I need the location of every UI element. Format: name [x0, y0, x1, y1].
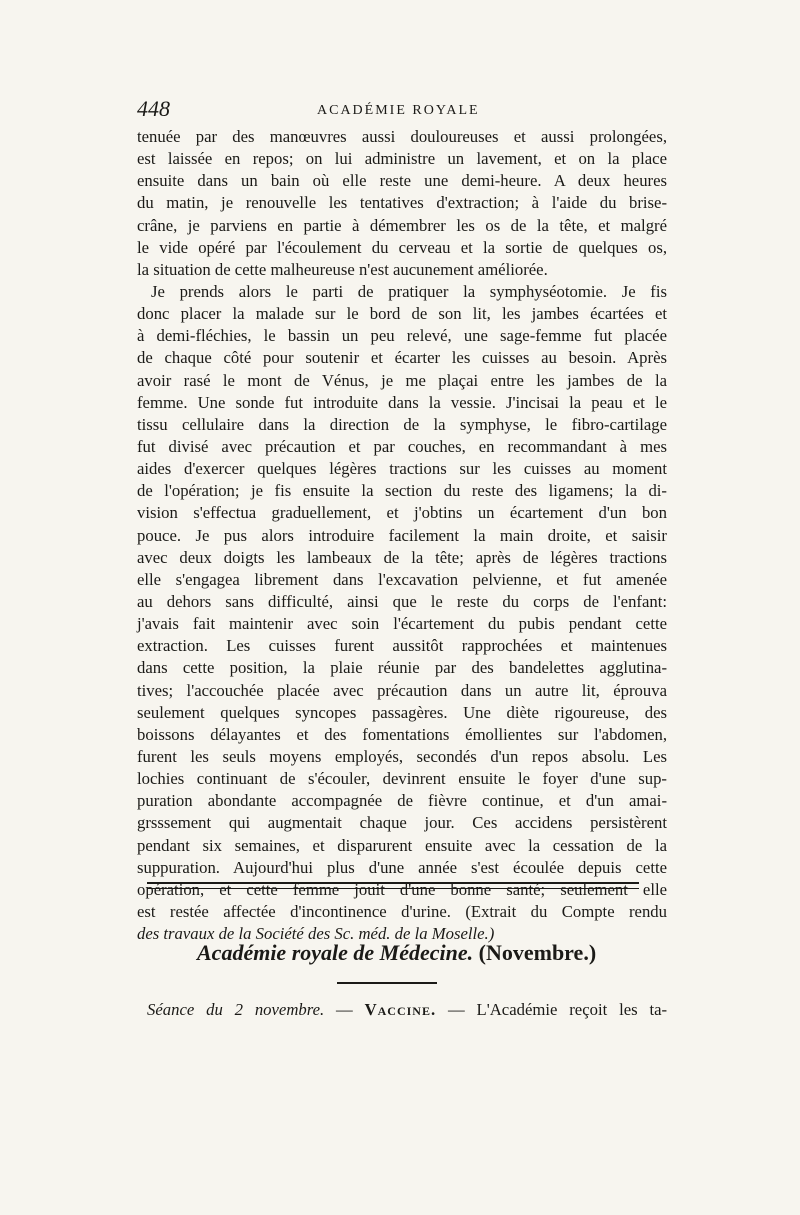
section-divider-double-rule — [147, 882, 639, 889]
session-subject: Vaccine. — [364, 1000, 437, 1019]
text-line: de chaque côté pour soutenir et écarter les cuisses au besoin. Après — [137, 348, 667, 368]
em-dash: — — [336, 1000, 353, 1019]
text-line: le vide opéré par l'écoulement du cerveau et la sortie de quelques os, — [137, 237, 667, 257]
text-line: crâne, je parviens en partie à démembrer les os de la tête, et malgré — [137, 215, 667, 235]
text-line: tenuée par des manœuvres aussi douloureuses et aussi prolongées, — [137, 127, 667, 146]
text-line: pendant six semaines, et disparurent ensuite avec la cessation de la — [137, 835, 667, 855]
text-line: avoir rasé le mont de Vénus, je me plaçai entre les jambes de la — [137, 370, 667, 390]
text-line: au dehors sans difficulté, ainsi que le reste du corps de l'enfant: — [137, 591, 667, 611]
page-header — [137, 96, 667, 124]
text-line: de l'opération; je fis ensuite la section du reste des ligamens; la di- — [137, 481, 667, 501]
section-title-academie: Académie royale de Médecine. — [197, 940, 474, 965]
text-line: avec deux doigts les lambeaux de la tête; après de légères tractions — [137, 547, 667, 567]
text-line: tissu cellulaire dans la direction de la symphyse, le fibro-cartilage — [137, 414, 667, 434]
text-line: donc placer la malade sur le bord de son lit, les jambes écartées et — [137, 304, 667, 324]
text-line: aides d'exercer quelques légères tractions sur les cuisses au moment — [137, 459, 667, 479]
text-line: dans cette position, la plaie réunie par des bandelettes agglutina- — [137, 658, 667, 678]
text-line: lochies continuant de s'écouler, devinrent ensuite le foyer d'une sup- — [137, 769, 667, 789]
text-line: du matin, je renouvelle les tentatives d'extraction; à l'aide du brise- — [137, 193, 667, 213]
session-text: L'Académie reçoit les ta- — [476, 1000, 668, 1019]
text-line: boissons délayantes et des fomentations émollientes sur l'abdomen, — [137, 724, 667, 744]
text-line: femme. Une sonde fut introduite dans la vessie. J'incisai la peau et le — [137, 392, 667, 412]
text-line: grsssement qui augmentait chaque jour. Ces accidens persistèrent — [137, 813, 667, 833]
em-dash: — — [448, 1000, 465, 1019]
page-number: 448 — [137, 96, 170, 121]
running-head: ACADÉMIE ROYALE — [317, 103, 480, 118]
text-line: est restée affectée d'incontinence d'urine. (Extrait du Compte rendu — [137, 901, 667, 921]
section-short-rule — [337, 982, 437, 984]
citation-line: des travaux de la Société des Sc. méd. de la Moselle.) — [137, 924, 495, 944]
text-line: ensuite dans un bain où elle reste une demi-heure. A deux heures — [137, 171, 667, 191]
text-line: furent les seuls moyens employés, secondés d'un repos absolu. Les — [137, 746, 667, 766]
text-line: seulement quelques syncopes passagères. Une diète rigoureuse, des — [137, 702, 667, 722]
text-line: extraction. Les cuisses furent aussitôt rapprochées et maintenues — [137, 636, 667, 656]
text-line: puration abondante accompagnée de fièvre continue, et d'un amai- — [137, 791, 667, 811]
text-line: j'avais fait maintenir avec soin l'écartement du pubis pendant cette — [137, 614, 667, 634]
text-line: opération, et cette femme jouit d'une bonne santé; seulement elle — [137, 879, 667, 899]
session-date: Séance du 2 novembre. — [147, 1000, 325, 1019]
text-line: Je prends alors le parti de pratiquer la symphyséotomie. Je fis — [151, 281, 667, 301]
text-line: tives; l'accouchée placée avec précaution dans un autre lit, éprouva — [137, 680, 667, 700]
text-line: pouce. Je pus alors introduire facilement la main droite, et saisir — [137, 525, 667, 545]
text-line: elle s'engagea librement dans l'excavation pelvienne, et fut amenée — [137, 569, 667, 589]
text-line: la situation de cette malheureuse n'est aucunement améliorée. — [137, 259, 548, 279]
text-line: vision s'effectua graduellement, et j'obtins un écartement d'un bon — [137, 503, 667, 523]
body-text — [137, 126, 667, 945]
section-heading — [197, 940, 647, 966]
section-title-month: (Novembre.) — [478, 940, 597, 965]
text-line: suppuration. Aujourd'hui plus d'une année s'est écoulée depuis cette — [137, 857, 667, 877]
text-line: est laissée en repos; on lui administre un lavement, et on la place — [137, 149, 667, 169]
session-line — [147, 1000, 667, 1020]
text-line: fut divisé avec précaution et par couches, en recommandant à mes — [137, 436, 667, 456]
text-line: à demi-fléchies, le bassin un peu relevé, une sage-femme fut placée — [137, 326, 667, 346]
